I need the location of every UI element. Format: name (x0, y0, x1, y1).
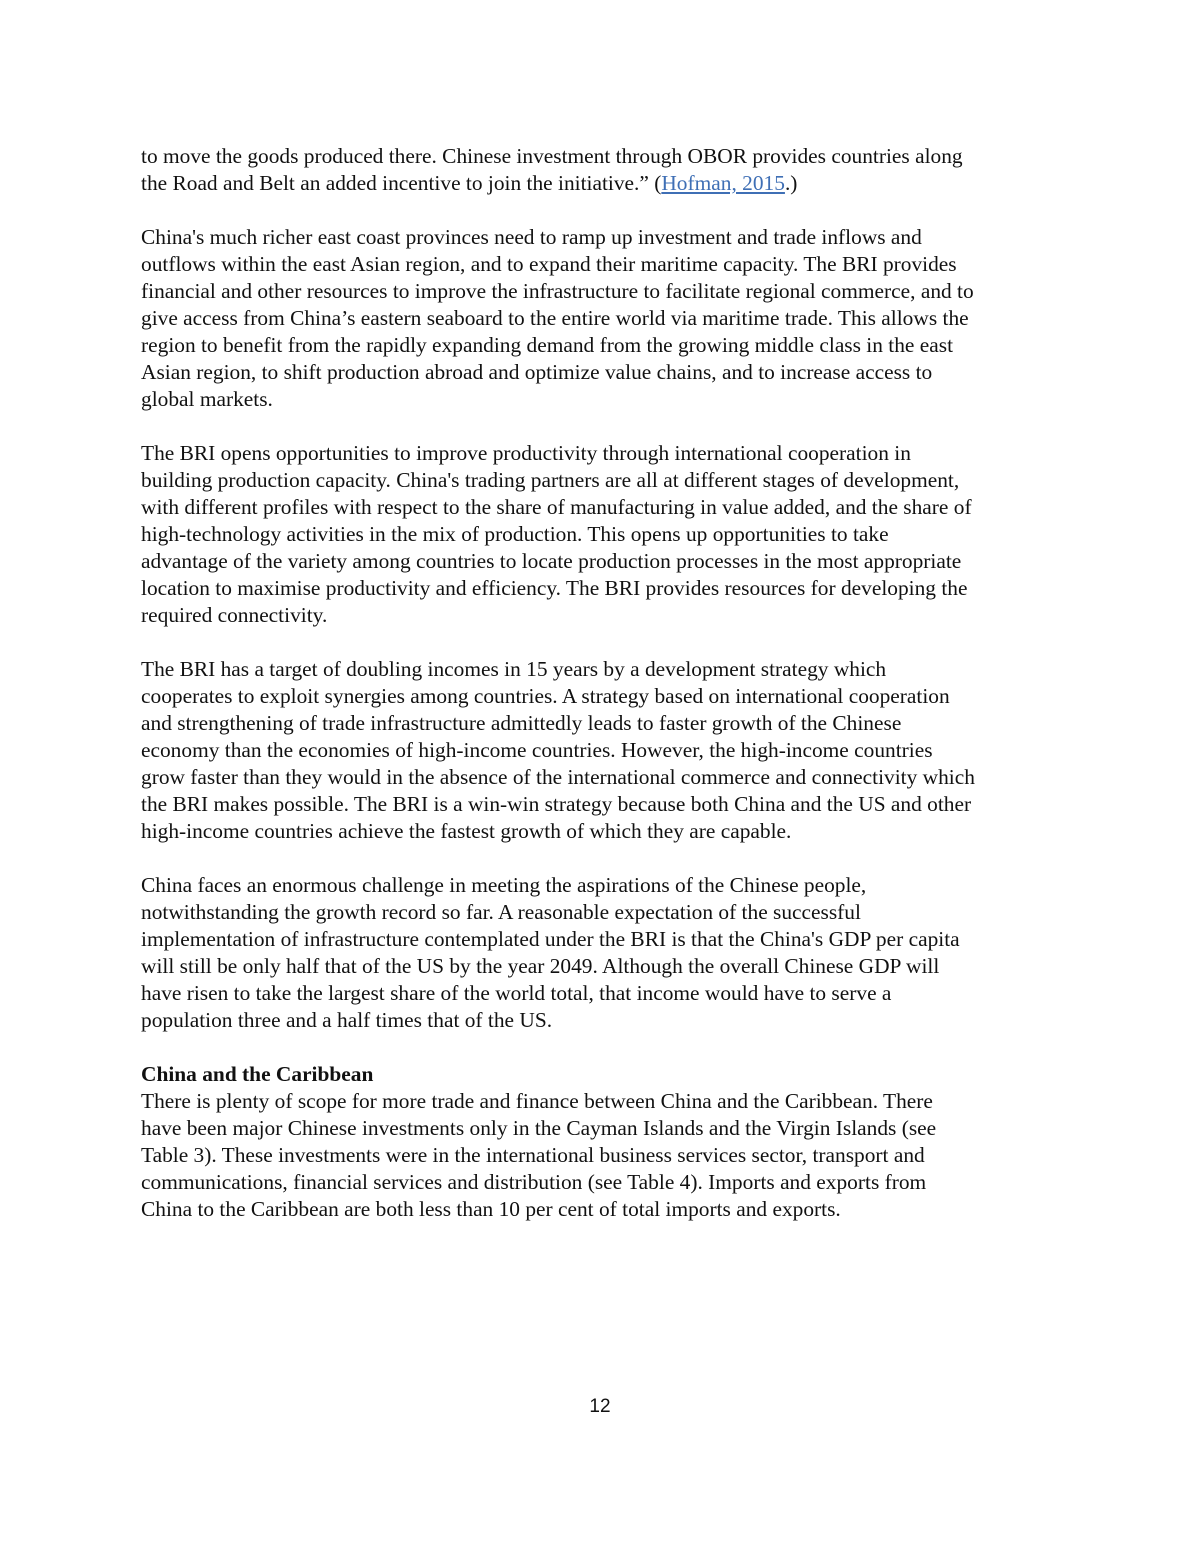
document-body (141, 143, 1071, 1250)
text-line: high-technology activities in the mix of production. This opens up opportunities to take (141, 522, 889, 546)
text-line: location to maximise productivity and efficiency. The BRI provides resources for developing the (141, 576, 968, 600)
text-line: with different profiles with respect to the share of manufacturing in value added, and the share of (141, 495, 972, 519)
text-line (141, 170, 1071, 197)
text-line: financial and other resources to improve the infrastructure to facilitate regional commerce, and to (141, 279, 974, 303)
page-number: 12 (589, 1396, 611, 1417)
text-line: Asian region, to shift production abroad and optimize value chains, and to increase access to (141, 360, 933, 384)
text-fragment: .) (784, 171, 798, 195)
text-line: The BRI opens opportunities to improve productivity through international cooperation in (141, 441, 911, 465)
text-line: give access from China’s eastern seaboard to the entire world via maritime trade. This allows the (141, 306, 969, 330)
text-line: advantage of the variety among countries to locate production processes in the most appropriate (141, 549, 962, 573)
text-line: communications, financial services and distribution (see Table 4). Imports and exports from (141, 1170, 927, 1194)
text-line: China to the Caribbean are both less than 10 per cent of total imports and exports. (141, 1197, 841, 1221)
text-line: China faces an enormous challenge in meeting the aspirations of the Chinese people, (141, 873, 867, 897)
text-fragment: the Road and Belt an added incentive to join the initiative.” ( (141, 171, 662, 195)
section-china-caribbean (141, 1061, 1071, 1223)
text-line: cooperates to exploit synergies among countries. A strategy based on international cooperation (141, 684, 950, 708)
text-line: building production capacity. China's trading partners are all at different stages of development, (141, 468, 960, 492)
text-line: region to benefit from the rapidly expanding demand from the growing middle class in the east (141, 333, 954, 357)
text-line: Table 3). These investments were in the international business services sector, transport and (141, 1143, 925, 1167)
text-line: have been major Chinese investments only in the Cayman Islands and the Virgin Islands (see (141, 1116, 937, 1140)
text-line: economy than the economies of high-income countries. However, the high-income countries (141, 738, 933, 762)
text-line: implementation of infrastructure contemplated under the BRI is that the China's GDP per capita (141, 927, 960, 951)
paragraph-doubling-incomes (141, 656, 1071, 845)
text-line: The BRI has a target of doubling incomes in 15 years by a development strategy which (141, 657, 887, 681)
text-line: required connectivity. (141, 603, 328, 627)
text-line: China's much richer east coast provinces need to ramp up investment and trade inflows and (141, 225, 922, 249)
text-line: outflows within the east Asian region, and to expand their maritime capacity. The BRI provides (141, 252, 957, 276)
text-line: the BRI makes possible. The BRI is a win-win strategy because both China and the US and other (141, 792, 972, 816)
citation-link-hofman-2015[interactable]: Hofman, 2015 (661, 171, 785, 195)
text-line: There is plenty of scope for more trade and finance between China and the Caribbean. There (141, 1089, 933, 1113)
text-line: notwithstanding the growth record so far. A reasonable expectation of the successful (141, 900, 861, 924)
paragraph-east-coast-provinces (141, 224, 1071, 413)
text-line: will still be only half that of the US by the year 2049. Although the overall Chinese GDP will (141, 954, 940, 978)
section-heading: China and the Caribbean (141, 1062, 374, 1086)
text-line: global markets. (141, 387, 273, 411)
text-line: have risen to take the largest share of the world total, that income would have to serve a (141, 981, 892, 1005)
text-line: population three and a half times that of the US. (141, 1008, 553, 1032)
text-line: and strengthening of trade infrastructure admittedly leads to faster growth of the Chinese (141, 711, 902, 735)
paragraph-productivity (141, 440, 1071, 629)
paragraph-aspirations (141, 872, 1071, 1034)
text-line: to move the goods produced there. Chinese investment through OBOR provides countries along (141, 144, 963, 168)
text-line: high-income countries achieve the fastest growth of which they are capable. (141, 819, 792, 843)
text-line: grow faster than they would in the absence of the international commerce and connectivity which (141, 765, 975, 789)
paragraph-obor-quote (141, 143, 1071, 197)
